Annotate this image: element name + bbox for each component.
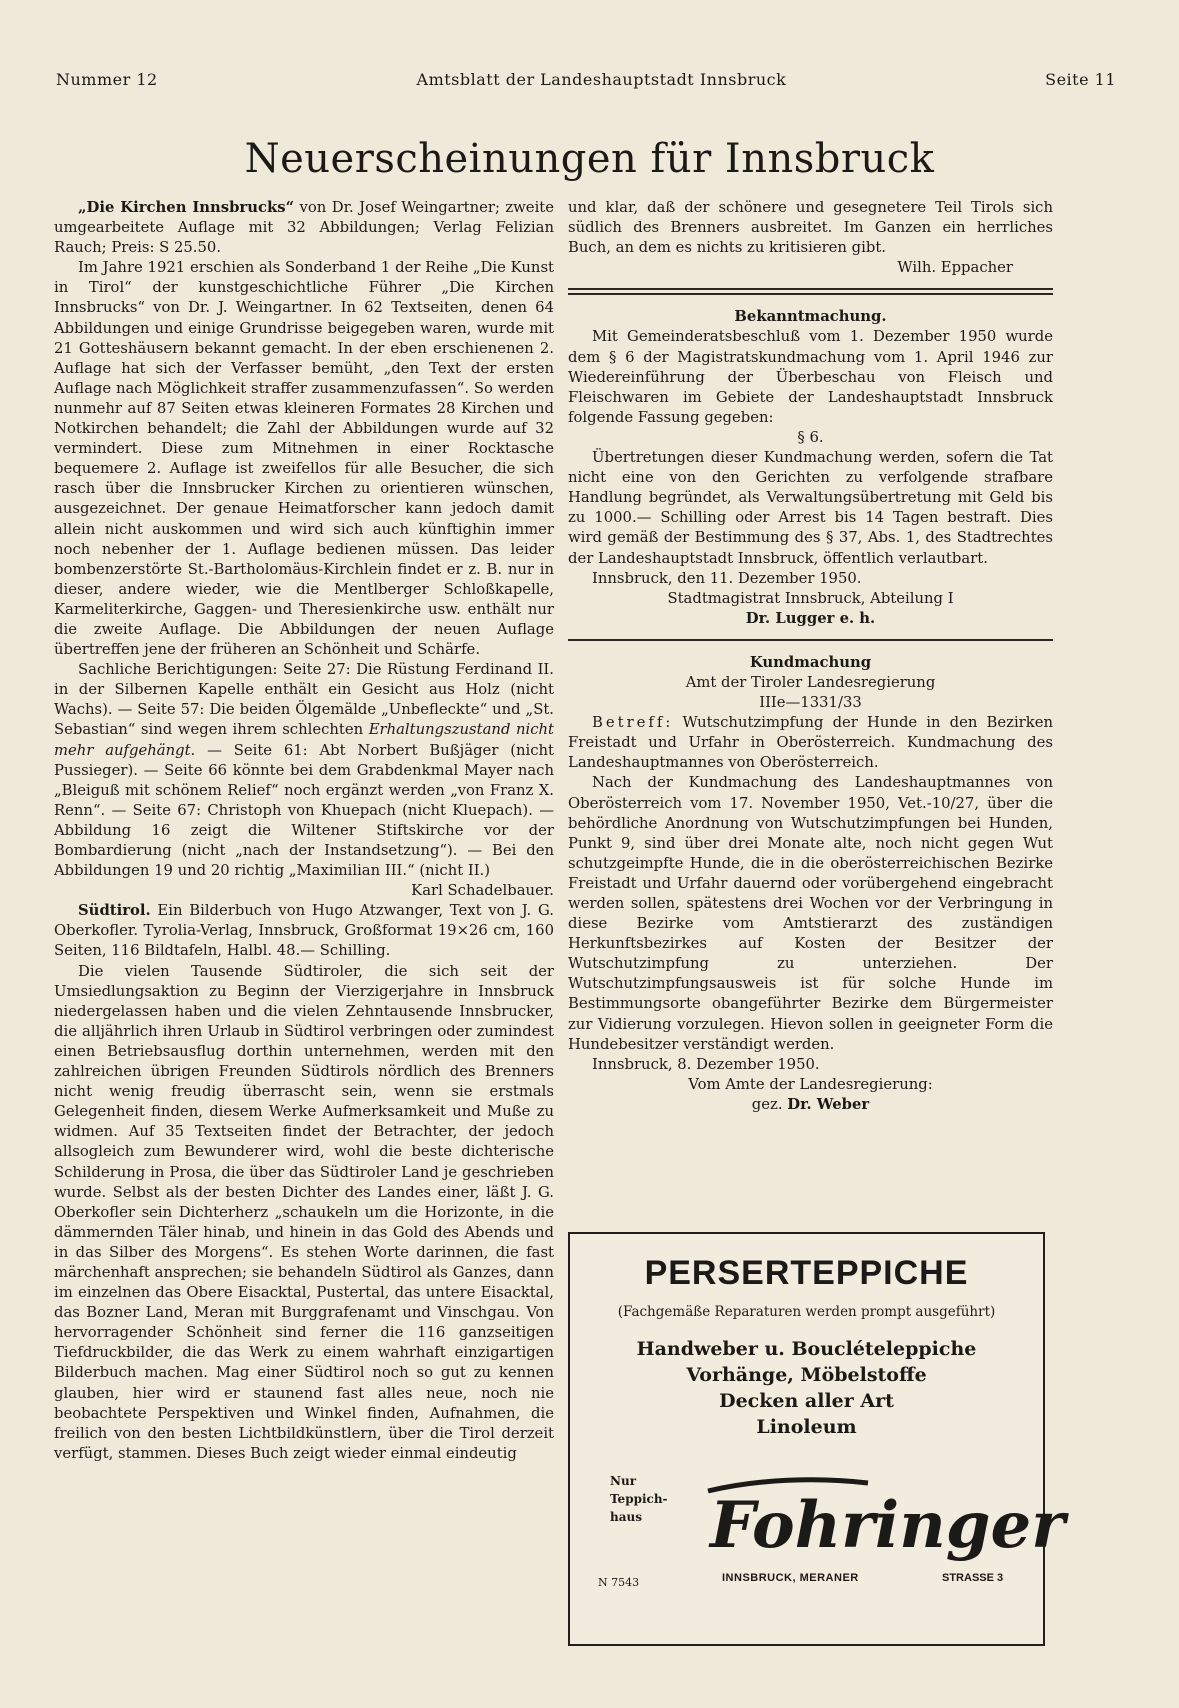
logo-wordmark: Fohringer (710, 1488, 1065, 1563)
kundmachung-title: Kundmachung (749, 653, 872, 671)
review-kirchen-corrections: Sachliche Berichtigungen: Seite 27: Die Rüstung Ferdinand II. in der Silbernen Kapelle enthält ein Gesicht aus Holz (nicht Wachs). — Seite 57: Die beiden Ölgemälde „Unbefleckte“ und „St. Sebastian“ sind wegen ihrem schlechten Erhaltungszustand nicht mehr aufgehängt. — Seite 61: Abt Norbert Bußjäger (nicht Pussieger). — Seite 66 könnte bei dem Grabdenkmal Mayer nach „Bleiguß mit schönem Relief“ noch ergänzt werden „von Franz X. Renn“. — Seite 67: Christoph von Khuepach (nicht Kluepach). — Abbildung 16 zeigt die Wiltener Stiftskirche vor der Bombardierung (nicht „nach der Instandsetzung“). — Bei den Abbildungen 19 und 20 richtig „Maximilian III.“ (nicht II.) (54, 661, 555, 880)
ad-address: INNSBRUCK, MERANER (722, 1572, 859, 1584)
kundmachung-authority: Vom Amte der Landesregierung: (688, 1075, 933, 1093)
right-column (568, 198, 1053, 1115)
kundmachung-office: Amt der Tiroler Landesregierung (685, 673, 936, 691)
review-kirchen-signature: Karl Schadelbauer. (411, 882, 554, 900)
ad-line-4: Linoleum (756, 1416, 857, 1438)
kundmachung-subject: Betreff: Wutschutzimpfung der Hunde in den Bezirken Freistadt und Urfahr in Oberösterreich. Kundmachung des Landeshauptmannes von Oberösterreich. (568, 714, 1053, 772)
advertisement-perserteppiche (568, 1232, 1065, 1646)
bekanntmachung-title: Bekanntmachung. (734, 308, 887, 326)
left-column (54, 198, 554, 1464)
review-kirchen-body: Im Jahre 1921 erschien als Sonderband 1 der Reihe „Die Kunst in Tirol“ der kunstgeschichtliche Führer „Die Kirchen Innsbrucks“ von Dr. J. Weingartner. In 62 Textseiten, denen 64 Abbildungen und einige Grundrisse beigegeben waren, wurde mit 21 Gotteshäusern bekannt gemacht. In der eben erschienenen 2. Auflage hat sich der Verfasser bemüht, „den Text der ersten Auflage nach Möglichkeit straffer zusammenzufassen“. So werden nunmehr auf 87 Seiten etwas kleineren Formates 28 Kirchen und Notkirchen behandelt; die Zahl der Abbildungen wurde auf 32 vermindert. Diese zum Mitnehmen in einer Rocktasche bequemere 2. Auflage ist zweifellos für alle Besucher, die sich rasch über die Innsbrucker Kirchen zu orientieren wünschen, ausgezeichnet. Der genaue Heimatforscher kann jedoch damit allein nicht auskommen und wird sich auch künftighin immer noch nebenher der 1. Auflage bedienen müssen. Das leider bombenzerstörte St.-Bartholomäus-Kirchlein findet er z. B. nur in dieser, andere wieder, wie die Mentlberger Schloßkapelle, Karmeliterkirche, Gaggen- und Theresienkirche usw. enthält nur die zweite Auflage. Die Abbildungen der neuen Auflage übertreffen jene der früheren an Schönheit und Schärfe. (54, 259, 554, 659)
review-suedtirol-intro: Südtirol. Ein Bilderbuch von Hugo Atzwanger, Text von J. G. Oberkofler. Tyrolia-Verlag, Innsbruck, Großformat 19×26 cm, 160 Seiten, 116 Bildtafeln, Halbl. 48.— Schilling. (54, 902, 554, 960)
fohringer-logo (698, 1469, 1065, 1569)
kundmachung-date: Innsbruck, 8. Dezember 1950. (592, 1055, 820, 1073)
review-suedtirol-signature: Wilh. Eppacher (897, 259, 1013, 277)
bekanntmachung-signature: Dr. Lugger e. h. (745, 609, 876, 627)
bekanntmachung-paragraph-mark: § 6. (797, 428, 824, 446)
ad-street: STRASSE 3 (942, 1572, 1004, 1584)
page-number: Seite 11 (1045, 70, 1116, 89)
page-title: Neuerscheinungen für Innsbruck (244, 136, 935, 182)
review-suedtirol-body: Die vielen Tausende Südtiroler, die sich seit der Umsiedlungsaktion zu Beginn der Vierzigerjahre in Innsbruck niedergelassen haben und die vielen Zehntausende Innsbrucker, die alljährlich ihren Urlaub in Südtirol verbringen oder zumindest einen Betriebsausflug dorthin unternehmen, werden mit den zahlreichen übrigen Freunden Südtirols nördlich des Brenners nicht wenig freudig überrascht sein, wenn sie erstmals Gelegenheit finden, diesem Werke Aufmerksamkeit und Muße zu widmen. Auf 35 Textseiten findet der Betrachter, der jedoch allsogleich zum Bewunderer wird, wohl die beste dichterische Schilderung in Prosa, die über das Südtiroler Land je geschrieben wurde. Selbst als der besten Dichter des Landes einer, läßt J. G. Oberkofler sein Dichterherz „schaukeln um die Horizonte, in die dämmernden Täler hinab, und hinein in das Gold des Abends und in das Silber des Morgens“. Es stehen Worte darinnen, die fast märchenhaft ansprechen; sie behandeln Südtirol als Ganzes, dann im einzelnen das Obere Eisacktal, Pustertal, das untere Eisacktal, das Bozner Land, Meran mit Burggrafenamt und Vinschgau. Von hervorragender Schönheit sind ferner die 116 ganzseitigen Tiefdruckbilder, die das Werk zu einem wahrhaft einzigartigen Bilderbuch machen. Mag einer Südtirol noch so gut zu kennen glauben, hier wird er staunend fast alles neue, noch nie beobachtete Perspektiven und Winkel finden, Aufnahmen, die freilich von den besten Lichtbildkünstlern, über die Tirol derzeit verfügt, stammen. Dieses Buch zeigt wieder einmal eindeutig (54, 962, 554, 1462)
section-divider (568, 639, 1053, 641)
publication-title: Amtsblatt der Landeshauptstadt Innsbruck (416, 70, 787, 89)
kundmachung-body: Nach der Kundmachung des Landeshauptmannes von Oberösterreich vom 17. November 1950, Vet.-10/27, über die behördliche Anordnung von Wutschutzimpfungen bei Hunden, Punkt 9, sind über drei Monate alte, noch nicht gegen Wut schutzgeimpfte Hunde, die in die oberösterreichischen Bezirke Freistadt und Urfahr dauernd oder vorübergehend eingebracht werden sollen, spätestens drei Wochen vor der Verbringung in diese Bezirke vom Amtstierarzt des zuständigen Herkunftsbezirkes auf Kosten der Besitzer der Wutschutzimpfung zu unterziehen. Der Wutschutzimpfungsausweis ist für solche Hunde im Bestimmungsorte obangeführter Bezirke dem Bürgermeister zur Vidierung vorzulegen. Hievon sollen in geeigneter Form die Hundebesitzer verständigt werden. (568, 774, 1053, 1053)
kundmachung-signature: gez. Dr. Weber (751, 1095, 870, 1113)
bekanntmachung-date: Innsbruck, den 11. Dezember 1950. (592, 569, 862, 587)
section-divider (568, 288, 1053, 295)
review-suedtirol-continued: und klar, daß der schönere und gesegnetere Teil Tirols sich südlich des Brenners ausbreitet. Im Ganzen ein herrliches Buch, an dem es nichts zu kritisieren gibt. (568, 199, 1053, 257)
review-suedtirol-heading: Südtirol. (78, 902, 151, 920)
bekanntmachung-body: Mit Gemeinderatsbeschluß vom 1. Dezember 1950 wurde dem § 6 der Magistratskundmachung vom 1. April 1946 zur Wiedereinführung der Überbeschau von Fleisch und Fleischwaren im Gebiete der Landeshauptstadt Innsbruck folgende Fassung gegeben: (568, 328, 1053, 426)
issue-number: Nummer 12 (56, 70, 158, 89)
review-kirchen-heading: „Die Kirchen Innsbrucks“ (78, 199, 295, 216)
ad-line-2: Vorhänge, Möbelstoffe (686, 1364, 927, 1386)
page-header (56, 70, 1116, 89)
ad-title: PERSERTEPPICHE (644, 1254, 969, 1292)
bekanntmachung-authority: Stadtmagistrat Innsbruck, Abteilung I (667, 589, 954, 607)
review-kirchen-intro: „Die Kirchen Innsbrucks“ von Dr. Josef Weingartner; zweite umgearbeitete Auflage mit 32 Abbildungen; Verlag Felizian Rauch; Preis: S 25.50. (54, 199, 554, 257)
ad-shop-label: Nur Teppich- haus (610, 1474, 668, 1524)
ad-line-3: Decken aller Art (719, 1390, 894, 1412)
kundmachung-reference: IIIe—1331/33 (759, 694, 862, 712)
ad-code: N 7543 (598, 1576, 640, 1589)
bekanntmachung-text: Übertretungen dieser Kundmachung werden, sofern die Tat nicht eine von den Gerichten zu verfolgende strafbare Handlung begründet, als Verwaltungsübertretung mit Geld bis zu 1000.— Schilling oder Arrest bis 14 Tagen bestraft. Dies wird gemäß der Bestimmung des § 37, Abs. 1, des Stadtrechtes der Landeshauptstadt Innsbruck, öffentlich verlautbart. (568, 449, 1053, 567)
ad-subtitle: (Fachgemäße Reparaturen werden prompt ausgeführt) (617, 1304, 996, 1320)
ad-line-1: Handweber u. Bouclételeppiche (636, 1338, 977, 1360)
